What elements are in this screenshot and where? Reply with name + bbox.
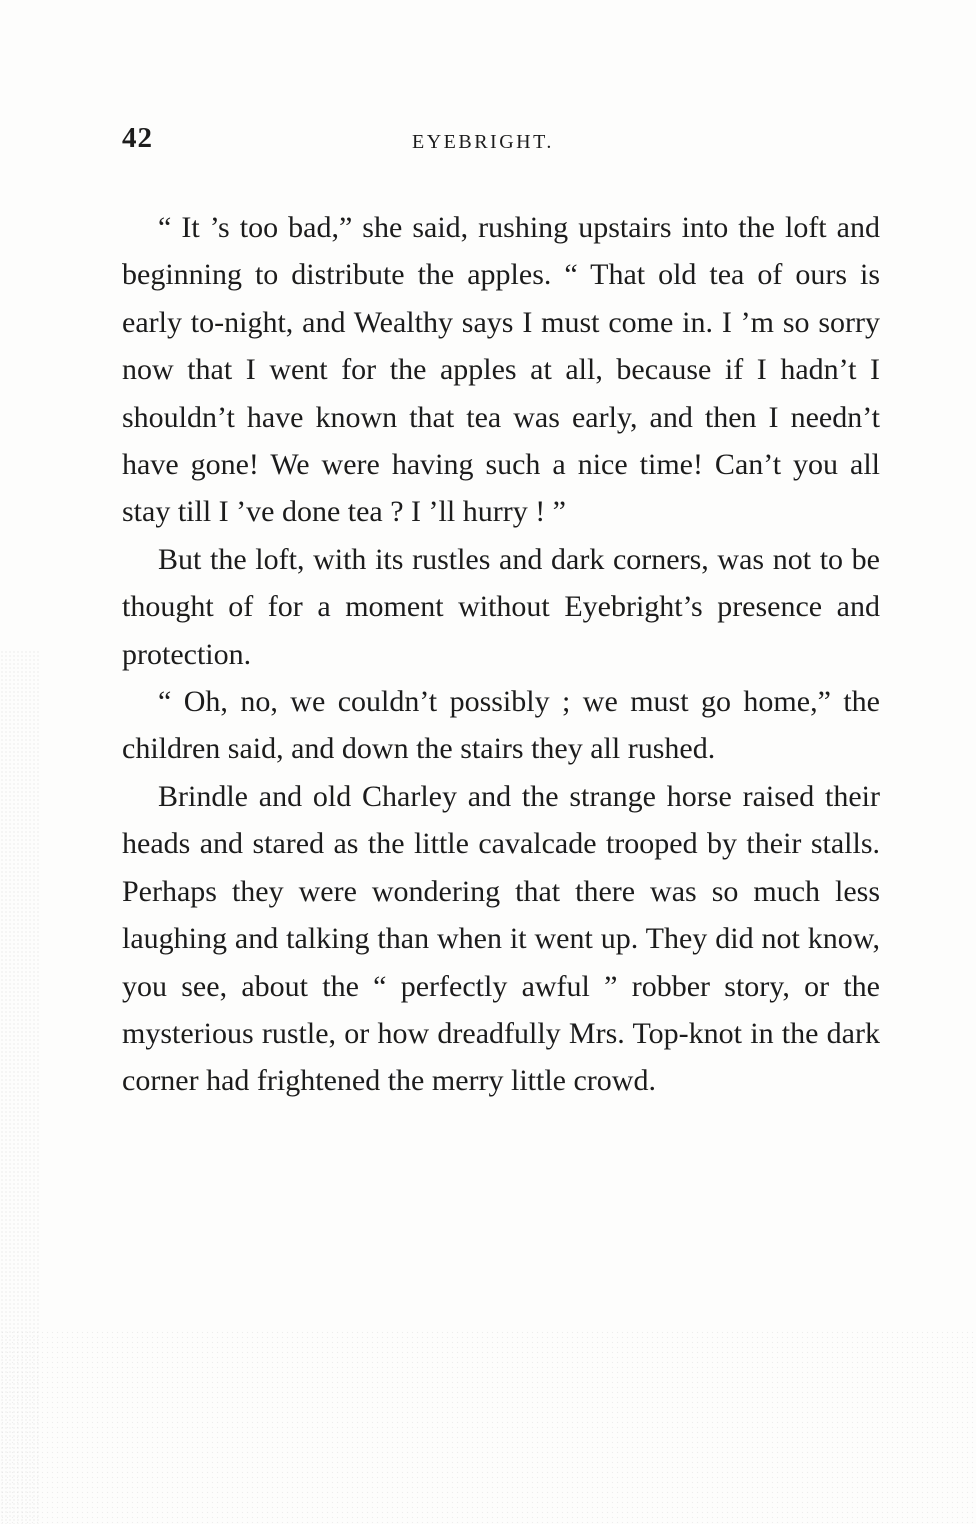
page-number: 42 (122, 122, 153, 154)
paragraph: But the loft, with its rustles and dark corners, was not to be thought of for a moment without Eyebright’s presence and protection. (122, 542, 880, 671)
paragraph: “ Oh, no, we couldn’t possibly ; we must go home,” the children said, and down the stairs they all rushed. (122, 685, 880, 766)
running-title: EYEBRIGHT. (412, 131, 554, 153)
paragraph: Brindle and old Charley and the strange horse raised their heads and stared as the little cavalcade trooped by their stalls. Perhaps they were wondering that there was so much less laughing and talking than when it went up. They did not know, you see, about the “ perfectly awful ” robber story, or the mysterious rustle, or how dreadfully Mrs. Top-knot in the dark corner had frightened the merry little crowd. (122, 779, 880, 1098)
running-head (122, 122, 882, 162)
paragraph: “ It ’s too bad,” she said, rushing upstairs into the loft and beginning to distribute the apples. “ That old tea of ours is early to-night, and Wealthy says I must come in. I ’m so sorry now that I went for the apples at all, because if I hadn’t I shouldn’t have known that tea was early, and then I needn’t have gone! We were having such a nice time! Can’t you all stay till I ’ve done tea ? I ’ll hurry ! ” (122, 211, 880, 529)
body-text (122, 204, 880, 1105)
scan-speckle-bottom (0, 1330, 976, 1524)
